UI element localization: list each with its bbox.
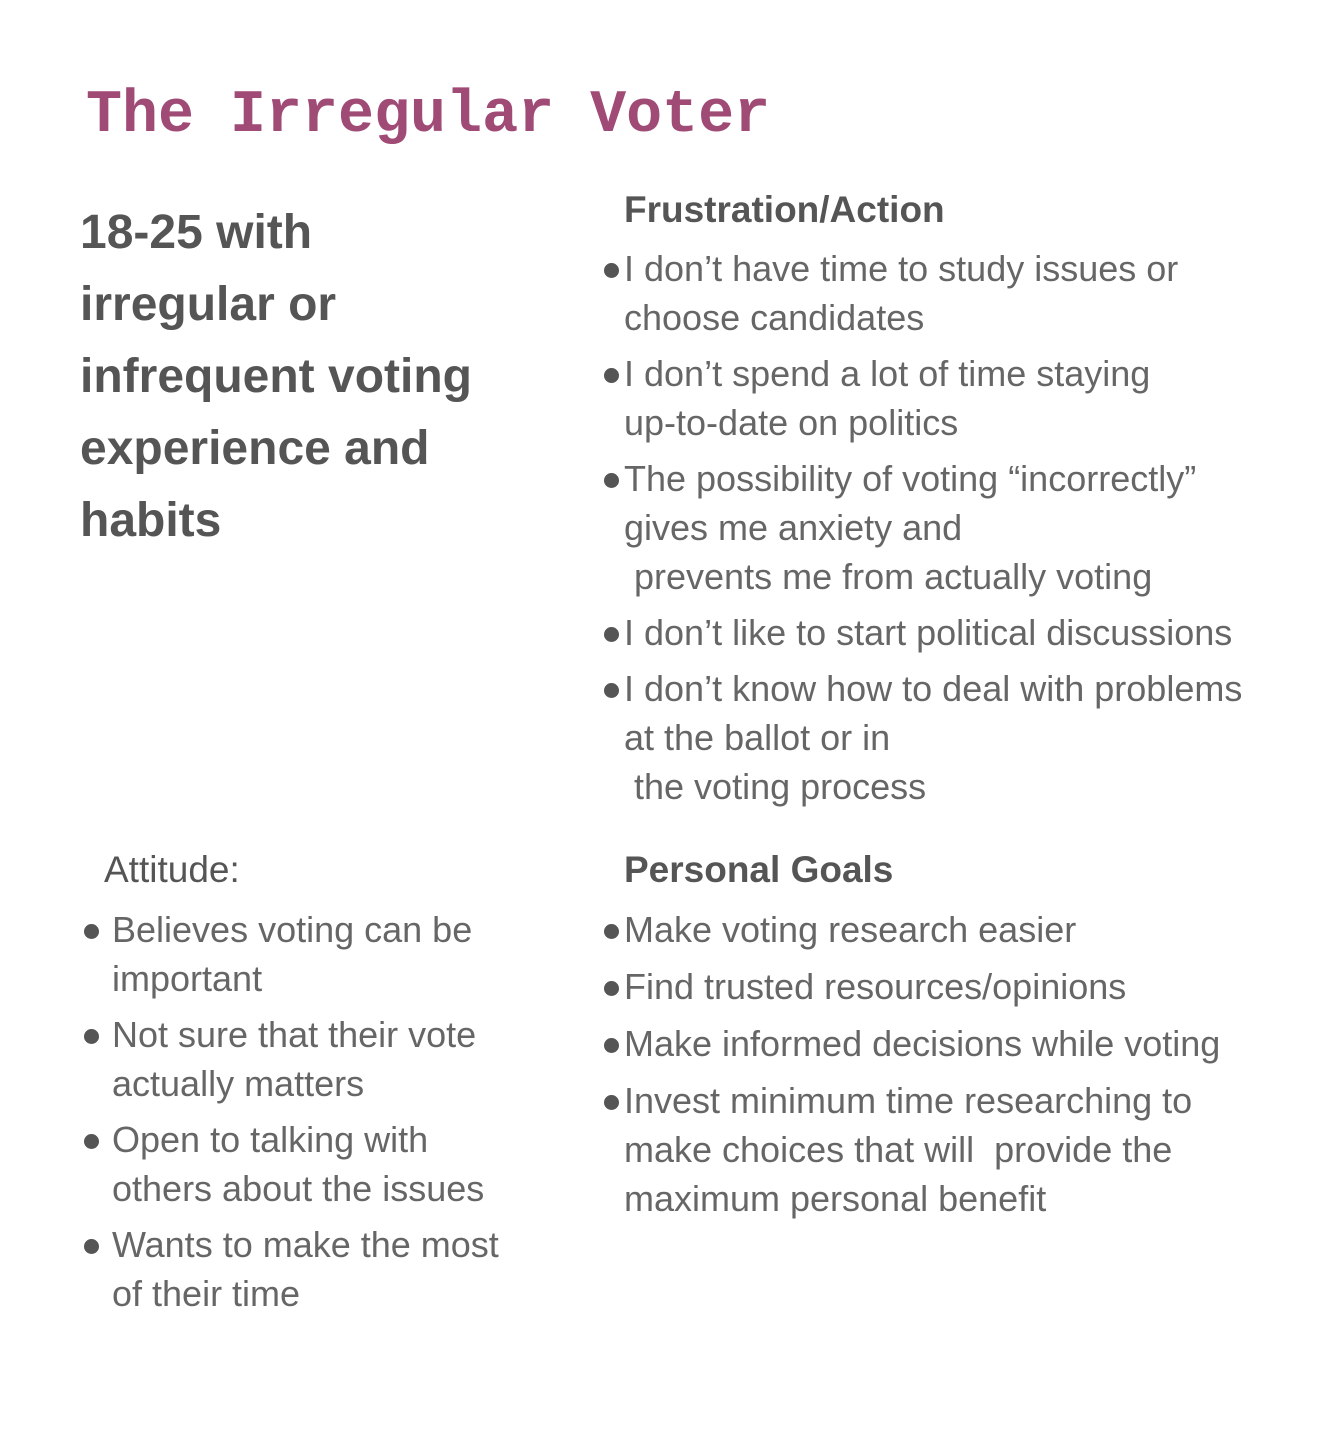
attitude-item	[82, 905, 552, 1003]
item-line: of their time	[112, 1273, 301, 1314]
item-line: choose candidates	[624, 297, 925, 338]
attitude-item	[82, 1220, 552, 1318]
item-line: important	[112, 958, 263, 999]
goals-heading: Personal Goals	[624, 849, 894, 890]
frustration-item	[602, 454, 1322, 601]
bullet-icon	[604, 1038, 619, 1053]
item-line: Make voting research easier	[624, 909, 1077, 950]
item-line: up-to-date on politics	[624, 402, 959, 443]
bullet-icon	[604, 1095, 619, 1110]
item-line: prevents me from actually voting	[624, 556, 1153, 597]
attitude-heading: Attitude:	[104, 849, 240, 890]
item-line: the voting process	[624, 766, 927, 807]
item-line: Find trusted resources/opinions	[624, 966, 1127, 1007]
item-line: Open to talking with	[112, 1119, 429, 1160]
bullet-icon	[604, 368, 619, 383]
item-line: I don’t like to start political discussions	[624, 612, 1233, 653]
item-line: Not sure that their vote	[112, 1014, 477, 1055]
goals-list	[602, 905, 1322, 1231]
bullet-icon	[84, 1134, 99, 1149]
frustration-item	[602, 244, 1322, 342]
bullet-icon	[84, 924, 99, 939]
frustration-item	[602, 608, 1322, 657]
item-line: I don’t have time to study issues or	[624, 248, 1179, 289]
item-line: The possibility of voting “incorrectly”	[624, 458, 1197, 499]
bullet-icon	[604, 473, 619, 488]
frustration-heading: Frustration/Action	[624, 189, 945, 230]
attitude-item	[82, 1115, 552, 1213]
attitude-item	[82, 1010, 552, 1108]
item-line: Make informed decisions while voting	[624, 1023, 1221, 1064]
bullet-icon	[604, 924, 619, 939]
item-line: Invest minimum time researching to	[624, 1080, 1193, 1121]
item-line: I don’t spend a lot of time staying	[624, 353, 1151, 394]
goal-item	[602, 1076, 1322, 1223]
item-line: actually matters	[112, 1063, 365, 1104]
frustration-item	[602, 349, 1322, 447]
goal-item	[602, 905, 1322, 954]
bullet-icon	[84, 1029, 99, 1044]
bullet-icon	[604, 683, 619, 698]
attitude-list	[82, 905, 552, 1325]
persona-summary: 18-25 with irregular or infrequent voting experience and habits	[80, 206, 472, 547]
bullet-icon	[84, 1239, 99, 1254]
bullet-icon	[604, 627, 619, 642]
item-line: gives me anxiety and	[624, 507, 963, 548]
item-line: Wants to make the most	[112, 1224, 499, 1265]
item-line: I don’t know how to deal with problems	[624, 668, 1243, 709]
goal-item	[602, 962, 1322, 1011]
goal-item	[602, 1019, 1322, 1068]
page-title: The Irregular Voter	[86, 82, 771, 150]
item-line: others about the issues	[112, 1168, 485, 1209]
item-line: make choices that will provide the	[624, 1129, 1173, 1170]
item-line: at the ballot or in	[624, 717, 891, 758]
item-line: Believes voting can be	[112, 909, 473, 950]
item-line: maximum personal benefit	[624, 1178, 1047, 1219]
frustration-item	[602, 664, 1322, 811]
bullet-icon	[604, 981, 619, 996]
bullet-icon	[604, 263, 619, 278]
frustration-list	[602, 244, 1322, 818]
